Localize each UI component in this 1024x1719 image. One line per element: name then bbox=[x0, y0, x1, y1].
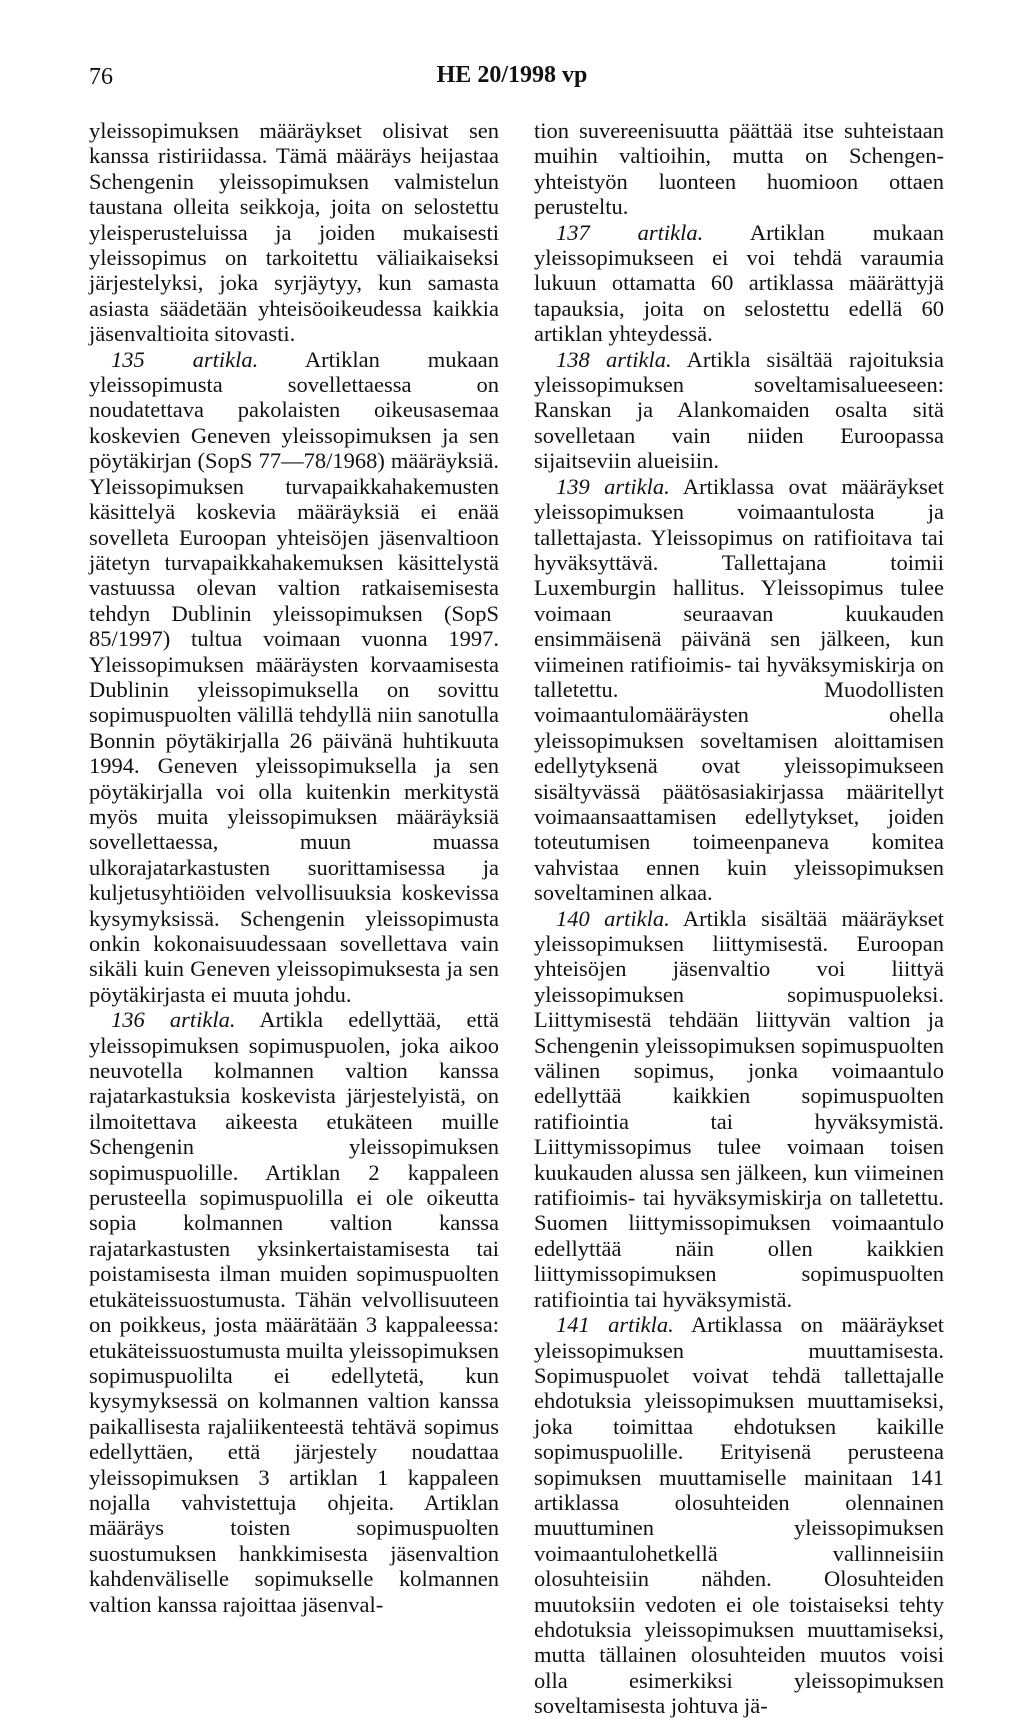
paragraph-text: Artiklassa ovat määräykset yleissopimuksen voimaantulosta ja tallettajasta. Yleissopimus on ratifioitava tai hyväksyttävä. Tallettajana toimii Luxemburgin hallitus. Yleissopimus tulee voimaan seuraavan kuukauden ensimmäisenä päivänä sen jälkeen, kun viimeinen ratifioimis- tai hyväksymiskirja on talletettu. Muodollisten voimaantulomääräysten ohella yleissopimuksen soveltamisen aloittamisen edellytyksenä ovat yleissopimukseen sisältyvässä päätösasiakirjassa määritellyt voimaansaattamisen edellytykset, joiden toteutumisen toimeenpaneva komitea vahvistaa ennen kuin yleissopimuksen soveltaminen alkaa. bbox=[534, 473, 944, 906]
article-label: 136 artikla. bbox=[111, 1007, 236, 1033]
paragraph-text: yleissopimuksen määräykset olisivat sen kanssa ristiriidassa. Tämä määräys heijastaa Schengenin yleissopimuksen valmistelun taustana olleita seikkoja, joita on selostettu yleisperusteluissa ja joiden mukaisesti yleissopimus on tarkoitettu väliaikaiseksi järjestelyksi, joka syrjäytyy, kun samasta asiasta säädetään yhteisöoikeudessa kaikkia jäsenvaltioita sitovasti. bbox=[89, 118, 499, 347]
article-140-paragraph bbox=[534, 906, 944, 1313]
article-label: 139 artikla. bbox=[556, 473, 670, 499]
article-141-paragraph bbox=[534, 1312, 944, 1719]
document-id: HE 20/1998 vp bbox=[436, 62, 588, 88]
page-header bbox=[0, 58, 1024, 94]
paragraph-text: Artiklan mukaan yleissopimusta sovellettaessa on noudatettava pakolaisten oikeusasemaa koskevien Geneven yleissopimuksen ja sen pöytäkirjan (SopS 77—78/1968) määräyksiä. Yleissopimuksen turvapaikkahakemusten käsittelyä koskevia määräyksiä ei enää sovelleta Euroopan yhteisöjen jäsenvaltioon jätetyn turvapaikkahakemuksen käsittelystä vastuussa olevan valtion ratkaisemisesta tehdyn Dublinin yleissopimuksen (SopS 85/1997) tultua voimaan vuonna 1997. Yleissopimuksen määräysten korvaamisesta Dublinin yleissopimuksella on sovittu sopimuspuolten välillä tehdyllä niin sanotulla Bonnin pöytäkirjalla 26 päivänä huhtikuuta 1994. Geneven yleissopimuksella ja sen pöytäkirjalla voi olla kuitenkin merkitystä myös muita yleissopimuksen määräyksiä sovellettaessa, muun muassa ulkorajatarkastusten suorittamisessa ja kuljetusyhtiöiden velvollisuuksia koskevissa kysymyksissä. Schengenin yleissopimusta onkin kokonaisuudessaan sovellettava vain sikäli kuin Geneven yleissopimuksesta ja sen pöytäkirjasta ei muuta johdu. bbox=[89, 346, 500, 1007]
article-label: 135 artikla. bbox=[111, 346, 259, 372]
paragraph bbox=[89, 118, 499, 347]
paragraph-text: Artikla edellyttää, että yleissopimuksen sopimuspuolen, joka aikoo neuvotella kolmannen valtion kanssa rajatarkastuksia koskevista järjestelyistä, on ilmoitettava aikeesta etukäteen muille Schengenin yleissopimuksen sopimuspuolille. Artiklan 2 kappaleen perusteella sopimuspuolilla ei ole oikeutta sopia kolmannen valtion kanssa rajatarkastusten yksinkertaistamisesta tai poistamisesta ilman muiden sopimuspuolten etukäteissuostumusta. Tähän velvollisuuteen on poikkeus, josta määrätään 3 kappaleessa: etukäteissuostumusta muilta yleissopimuksen sopimuspuolilta ei edellytetä, kun kysymyksessä on kolmannen valtion kanssa paikallisesta rajaliikenteestä tehtävä sopimus edellyttäen, että järjestely noudattaa yleissopimuksen 3 artiklan 1 kappaleen nojalla vahvistettuja ohjeita. Artiklan määräys toisten sopimuspuolten suostumuksen hankkimisesta jäsenvaltion kahdenväliselle sopimukselle kolmannen valtion kanssa rajoittaa jäsenval- bbox=[89, 1007, 500, 1617]
paragraph bbox=[534, 118, 944, 220]
article-label: 138 artikla. bbox=[556, 346, 672, 372]
article-139-paragraph bbox=[534, 474, 944, 906]
left-column bbox=[89, 118, 499, 1617]
article-135-paragraph bbox=[89, 347, 499, 1008]
paragraph-text: Artiklan mukaan yleissopimukseen ei voi tehdä varaumia lukuun ottamatta 60 artiklassa määrättyjä tapauksia, joita on selostettu edellä 60 artiklan yhteydessä. bbox=[534, 219, 945, 347]
paragraph-text: Artikla sisältää määräykset yleissopimuksen liittymisestä. Euroopan yhteisöjen jäsenvaltio voi liittyä yleissopimuksen sopimuspuoleksi. Liittymisestä tehdään liittyvän valtion ja Schengenin yleissopimuksen sopimuspuolten välinen sopimus, jonka voimaantulo edellyttää kaikkien sopimuspuolten ratifiointia tai hyväksymistä. Liittymissopimus tulee voimaan toisen kuukauden alussa sen jälkeen, kun viimeinen ratifioimis- tai hyväksymiskirja on talletettu. Suomen liittymissopimuksen voimaantulo edellyttää näin ollen kaikkien liittymissopimuksen sopimuspuolten ratifiointia tai hyväksymistä. bbox=[534, 905, 945, 1312]
article-138-paragraph bbox=[534, 347, 944, 474]
article-label: 137 artikla. bbox=[556, 219, 704, 245]
right-column bbox=[534, 118, 944, 1719]
article-label: 141 artikla. bbox=[556, 1312, 674, 1338]
paragraph-text: Artiklassa on määräykset yleissopimuksen muuttamisesta. Sopimuspuolet voivat tehdä tallettajalle ehdotuksia yleissopimuksen muuttamiseksi, joka toimittaa ehdotuksen kaikille sopimuspuolille. Erityisenä perusteena sopimuksen muuttamiselle mainitaan 141 artiklassa olosuhteiden olennainen muuttuminen yleissopimuksen voimaantulohetkellä vallinneisiin olosuhteisiin nähden. Olosuhteiden muutoksiin vedoten ei ole toistaiseksi tehty ehdotuksia yleissopimuksen muuttamiseksi, mutta tällainen olosuhteiden muutos voisi olla esimerkiksi yleissopimuksen soveltamisesta johtuva jä- bbox=[534, 1312, 944, 1719]
paragraph-text: tion suvereenisuutta päättää itse suhteistaan muihin valtioihin, mutta on Schengen-yhteistyön luonteen huomioon ottaen perusteltu. bbox=[534, 118, 944, 220]
article-136-paragraph bbox=[89, 1007, 499, 1617]
page-number: 76 bbox=[89, 64, 113, 90]
paragraph-text: Artikla sisältää rajoituksia yleissopimuksen soveltamisalueeseen: Ranskan ja Alankomaiden osalta sitä sovelletaan vain niiden Euroopassa sijaitseviin alueisiin. bbox=[534, 346, 944, 474]
article-137-paragraph bbox=[534, 220, 944, 347]
article-label: 140 artikla. bbox=[556, 905, 670, 931]
